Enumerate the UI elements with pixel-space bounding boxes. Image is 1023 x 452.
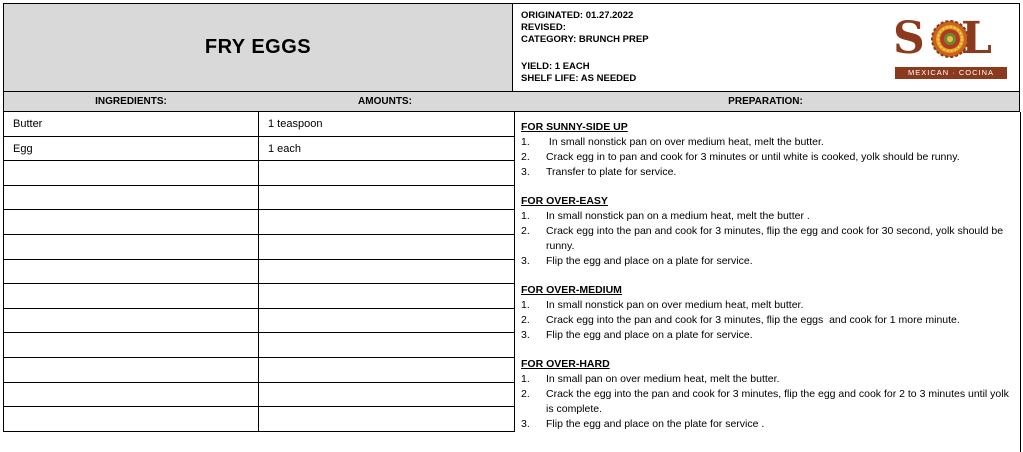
prep-step bbox=[521, 135, 1011, 150]
prep-step bbox=[521, 417, 1011, 432]
prep-step bbox=[521, 313, 1011, 328]
ingredient-name bbox=[4, 407, 259, 431]
step-number: 1. bbox=[521, 299, 530, 311]
step-number: 1. bbox=[521, 136, 530, 148]
table-row bbox=[4, 137, 514, 162]
ingredient-name: Egg bbox=[4, 137, 259, 161]
ingredient-name bbox=[4, 333, 259, 357]
prep-step bbox=[521, 209, 1011, 224]
ingredient-amount bbox=[259, 186, 514, 210]
preparation-panel bbox=[512, 112, 1021, 452]
ingredients-header: INGREDIENTS: bbox=[3, 92, 259, 112]
yield: YIELD: 1 EACH bbox=[521, 61, 590, 72]
ingredient-amount bbox=[259, 383, 514, 407]
table-row bbox=[4, 383, 514, 408]
info-top bbox=[521, 10, 649, 46]
title-cell bbox=[3, 3, 513, 92]
step-text: In small pan on over medium heat, melt the butter. bbox=[546, 373, 780, 385]
step-number: 3. bbox=[521, 418, 530, 430]
ingredient-name bbox=[4, 235, 259, 259]
prep-step bbox=[521, 165, 1011, 180]
step-number: 2. bbox=[521, 388, 530, 400]
ingredient-name bbox=[4, 309, 259, 333]
step-number: 3. bbox=[521, 329, 530, 341]
table-row bbox=[4, 161, 514, 186]
info-cell bbox=[512, 3, 1020, 92]
ingredient-name bbox=[4, 186, 259, 210]
table-row bbox=[4, 260, 514, 285]
ingredient-amount bbox=[259, 358, 514, 382]
step-number: 1. bbox=[521, 210, 530, 222]
prep-step bbox=[521, 328, 1011, 343]
prep-section-title: FOR OVER-EASY bbox=[521, 195, 608, 207]
step-number: 2. bbox=[521, 314, 530, 326]
prep-step bbox=[521, 150, 1011, 165]
ingredient-amount bbox=[259, 161, 514, 185]
step-text: In small nonstick pan on over medium heat, melt the butter. bbox=[546, 136, 824, 148]
step-number: 1. bbox=[521, 373, 530, 385]
prep-section-title: FOR OVER-HARD bbox=[521, 358, 610, 370]
revised-date: REVISED: bbox=[521, 22, 566, 33]
ingredient-amount bbox=[259, 284, 514, 308]
sol-logo bbox=[890, 13, 1010, 81]
prep-step bbox=[521, 224, 1011, 254]
table-row bbox=[4, 333, 514, 358]
ingredient-name bbox=[4, 161, 259, 185]
ingredient-name: Butter bbox=[4, 112, 259, 136]
table-row bbox=[4, 407, 514, 432]
ingredient-amount bbox=[259, 407, 514, 431]
table-row bbox=[4, 235, 514, 260]
prep-step bbox=[521, 254, 1011, 269]
step-text: Crack egg into the pan and cook for 3 minutes, flip the eggs and cook for 1 more minute. bbox=[546, 314, 960, 326]
logo-word bbox=[893, 15, 991, 63]
prep-step bbox=[521, 298, 1011, 313]
recipe-title: FRY EGGS bbox=[204, 36, 312, 58]
ingredient-name bbox=[4, 260, 259, 284]
originated-date: ORIGINATED: 01.27.2022 bbox=[521, 10, 634, 21]
ingredient-amount: 1 teaspoon bbox=[268, 118, 323, 130]
category: CATEGORY: BRUNCH PREP bbox=[521, 34, 649, 45]
step-text: Crack the egg into the pan and cook for 3 minutes, flip the egg and cook for 2 to 3 minutes until yolk is complete. bbox=[546, 388, 1012, 415]
ingredient-amount bbox=[259, 333, 514, 357]
ingredient-name bbox=[4, 383, 259, 407]
ingredient-amount bbox=[259, 309, 514, 333]
step-number: 2. bbox=[521, 225, 530, 237]
step-text: Transfer to plate for service. bbox=[546, 166, 677, 178]
step-text: Crack egg into the pan and cook for 3 minutes, flip the egg and cook for 30 second, yolk should be runny. bbox=[546, 225, 1006, 252]
shelf-life: SHELF LIFE: AS NEEDED bbox=[521, 73, 637, 84]
prep-section-title: FOR SUNNY-SIDE UP bbox=[521, 121, 628, 133]
ingredients-table bbox=[3, 112, 515, 432]
prep-section bbox=[521, 120, 1011, 180]
table-row bbox=[4, 358, 514, 383]
amounts-header: AMOUNTS: bbox=[258, 92, 513, 112]
preparation-content bbox=[521, 120, 1011, 446]
step-text: In small nonstick pan on a medium heat, melt the butter . bbox=[546, 210, 810, 222]
prep-step bbox=[521, 372, 1011, 387]
logo-letter-s: S bbox=[893, 13, 924, 64]
logo-tagline: MEXICAN · COCINA bbox=[895, 67, 1007, 79]
logo-letter-l: L bbox=[961, 13, 991, 64]
prep-step bbox=[521, 387, 1011, 417]
prep-section bbox=[521, 194, 1011, 269]
step-text: Crack egg in to pan and cook for 3 minutes or until white is cooked, yolk should be runny. bbox=[546, 151, 960, 163]
prep-section bbox=[521, 357, 1011, 432]
step-text: Flip the egg and place on the plate for service . bbox=[546, 418, 765, 430]
preparation-header: PREPARATION: bbox=[512, 92, 1020, 112]
ingredient-amount bbox=[259, 235, 514, 259]
info-bottom bbox=[521, 61, 636, 85]
ingredient-name bbox=[4, 284, 259, 308]
ingredient-amount bbox=[259, 260, 514, 284]
step-number: 3. bbox=[521, 166, 530, 178]
step-number: 2. bbox=[521, 151, 530, 163]
table-row bbox=[4, 186, 514, 211]
prep-section-title: FOR OVER-MEDIUM bbox=[521, 284, 622, 296]
ingredient-name bbox=[4, 210, 259, 234]
table-row bbox=[4, 309, 514, 334]
step-text: Flip the egg and place on a plate for service. bbox=[546, 255, 753, 267]
step-text: In small nonstick pan on over medium heat, melt butter. bbox=[546, 299, 804, 311]
table-row bbox=[4, 210, 514, 235]
step-number: 3. bbox=[521, 255, 530, 267]
ingredient-amount: 1 each bbox=[268, 142, 302, 155]
step-text: Flip the egg and place on a plate for service. bbox=[546, 329, 753, 341]
table-row bbox=[4, 284, 514, 309]
table-row bbox=[4, 112, 514, 137]
ingredient-amount bbox=[259, 210, 514, 234]
prep-section bbox=[521, 283, 1011, 343]
ingredient-name bbox=[4, 358, 259, 382]
